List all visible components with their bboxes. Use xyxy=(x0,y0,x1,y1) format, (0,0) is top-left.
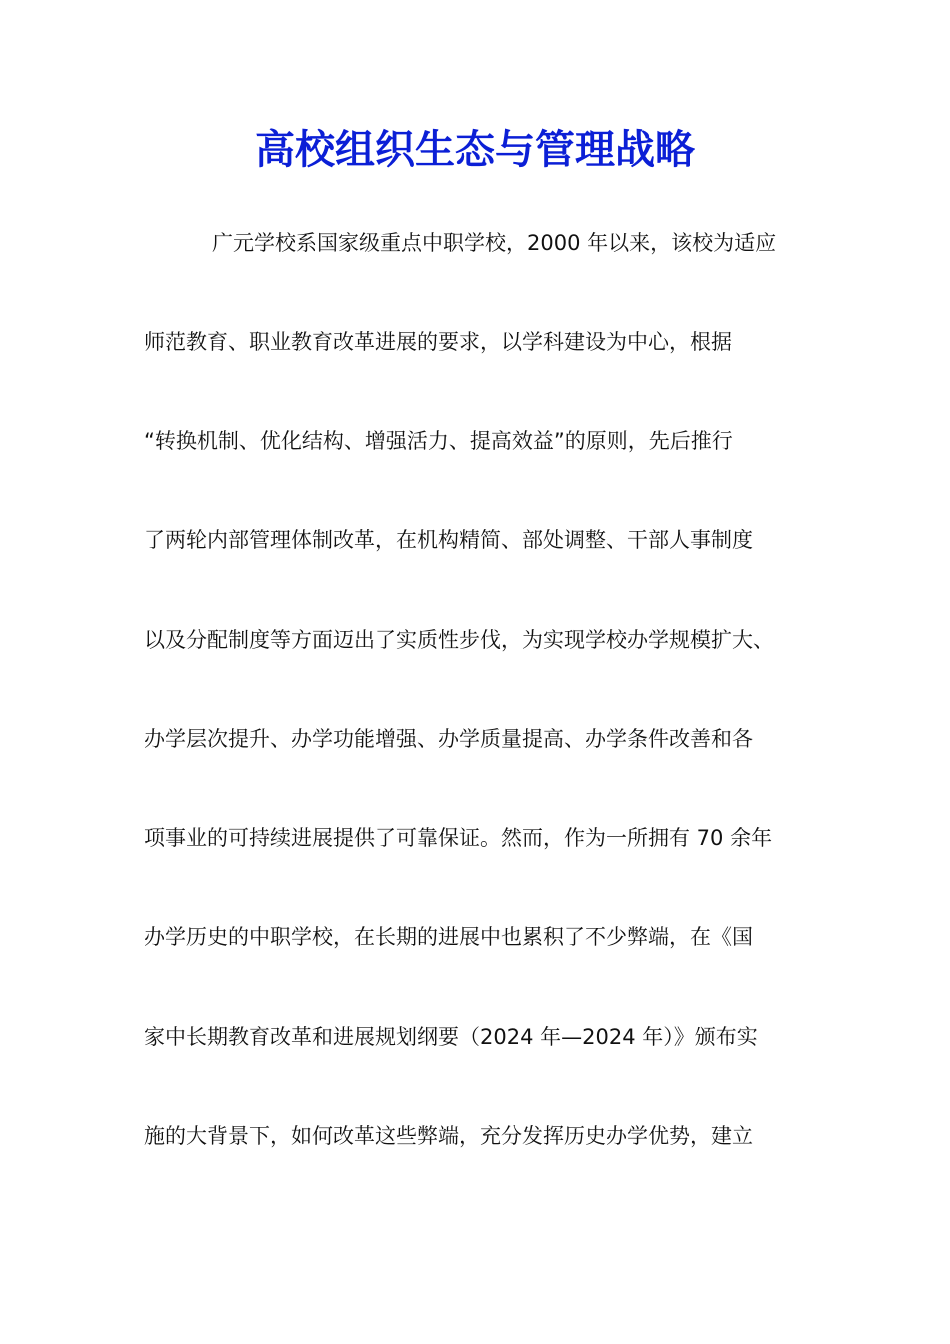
document-title: 高校组织生态与管理战略 xyxy=(255,126,695,173)
paragraph-line-7: 项事业的可持续进展提供了可靠保证。然而，作为一所拥有 70 余年 xyxy=(144,826,773,850)
paragraph-line-8: 办学历史的中职学校，在长期的进展中也累积了不少弊端，在《国 xyxy=(144,925,753,949)
paragraph-line-9: 家中长期教育改革和进展规划纲要（2024 年—2024 年）》颁布实 xyxy=(144,1025,758,1049)
paragraph-line-10: 施的大背景下，如何改革这些弊端，充分发挥历史办学优势，建立 xyxy=(144,1124,753,1148)
paragraph-line-5: 以及分配制度等方面迈出了实质性步伐，为实现学校办学规模扩大、 xyxy=(144,628,774,652)
paragraph-line-2: 师范教育、职业教育改革进展的要求，以学科建设为中心，根据 xyxy=(144,330,732,354)
paragraph-line-4: 了两轮内部管理体制改革，在机构精简、部处调整、干部人事制度 xyxy=(144,528,753,552)
paragraph-line-1: 广元学校系国家级重点中职学校，2000 年以来，该校为适应 xyxy=(212,231,777,255)
paragraph-line-6: 办学层次提升、办学功能增强、办学质量提高、办学条件改善和各 xyxy=(144,727,753,751)
paragraph-line-3: “转换机制、优化结构、增强活力、提高效益”的原则，先后推行 xyxy=(144,429,733,453)
